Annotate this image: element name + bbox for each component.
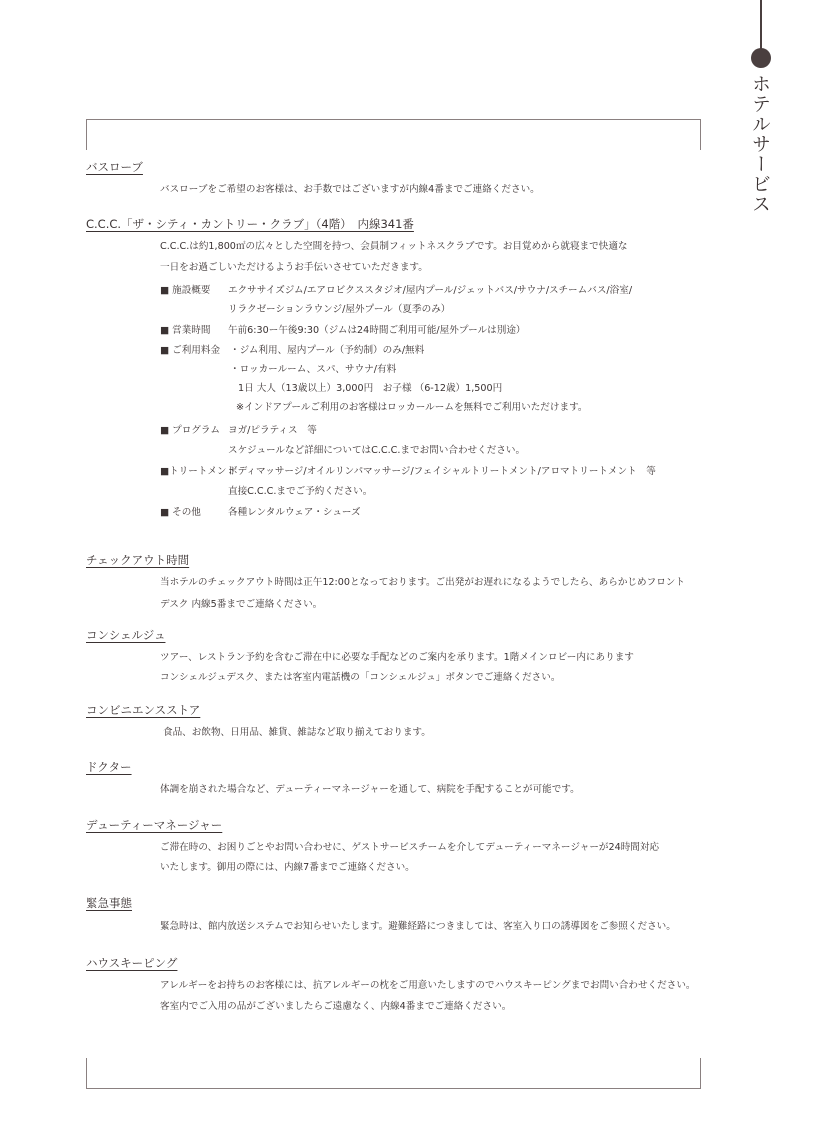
item-line: ヨガ/ピラティス 等 [228,425,317,436]
heading-convenience-store: コンビニエンスストア [86,703,201,717]
heading-duty-manager: デューティーマネージャー [86,818,223,832]
text-line: 食品、お飲物、日用品、雑貨、雑誌など取り揃えております。 [163,727,431,738]
text-line: ツアー、レストラン予約を含むご滞在中に必要な手配などのご案内を承ります。1階メインロビー内にあります [160,652,634,663]
text-line: バスローブをご希望のお客様は、お手数ではございますが内線4番までご連絡ください。 [160,184,540,195]
text-line: 緊急時は、館内放送システムでお知らせいたします。避難経路につきましては、客室入り口の誘導図をご参照ください。 [160,921,676,932]
text-line: 体調を崩された場合など、デューティーマネージャーを通して、病院を手配することが可能です。 [160,784,580,795]
text-line: 当ホテルのチェックアウト時間は正午12:00となっております。ご出発がお遅れになるようでしたら、あらかじめフロント [160,577,685,588]
item-label: ■ プログラム [160,425,220,436]
text-line: ご滞在時の、お困りごとやお問い合わせに、ゲストサービスチームを介してデューティーマネージャーが24時間対応 [160,842,660,853]
item-line: 午前6:30ー午後9:30（ジムは24時間ご利用可能/屋外プールは別途） [228,325,526,336]
item-label: ■ 施設概要 [160,285,211,296]
text-line: アレルギーをお持ちのお客様には、抗アレルギーの枕をご用意いたしますのでハウスキーピングまでお問い合わせください。 [160,980,696,991]
heading-checkout: チェックアウト時間 [86,553,190,567]
text-line: 客室内でご入用の品がございましたらご遠慮なく、内線4番までご連絡ください。 [160,1001,512,1012]
heading-doctor: ドクター [86,760,132,774]
heading-bathrobe: バスローブ [86,160,143,174]
item-line: ・ジム利用、屋内プール（予約制）のみ/無料 [230,345,425,356]
heading-ccc: C.C.C.「ザ・シティ・カントリー・クラブ」（4階） 内線341番 [86,217,414,231]
text-line: デスク 内線5番までご連絡ください。 [160,599,323,610]
item-line: ※インドアプールご利用のお客様はロッカールームを無料でご利用いただけます。 [236,402,588,413]
item-line: 1日 大人（13歳以上）3,000円 お子様 （6-12歳）1,500円 [238,383,503,394]
text-line: C.C.C.は約1,800㎡の広々とした空間を持つ、会員制フィットネスクラブです。お目覚めから就寝まで快適な [160,241,628,252]
text-line: コンシェルジュデスク、または客室内電話機の「コンシェルジュ」ボタンでご連絡ください。 [160,672,561,683]
item-line: 直接C.C.C.までご予約ください。 [228,486,373,497]
side-rule [760,0,762,50]
text-line: 一日をお過ごしいただけるようお手伝いさせていただきます。 [160,262,428,273]
frame-bottom-bracket [86,1058,701,1089]
item-line: 各種レンタルウェア・シューズ [228,507,361,518]
item-label: ■ その他 [160,507,201,518]
item-label: ■ ご利用料金 [160,345,221,356]
section-title: ホテルサービス [749,74,771,214]
heading-concierge: コンシェルジュ [86,628,166,642]
item-line: ・ロッカールーム、スパ、サウナ/有料 [230,364,397,375]
side-bullet [751,48,771,68]
item-label: ■ 営業時間 [160,325,211,336]
heading-housekeeping: ハウスキーピング [86,956,178,970]
frame-top-bracket [86,119,701,150]
item-line: ボディマッサージ/オイルリンパマッサージ/フェイシャルトリートメント/アロマトリートメント 等 [228,466,656,477]
text-line: いたします。御用の際には、内線7番までご連絡ください。 [160,862,415,873]
item-line: リラクゼーションラウンジ/屋外プール（夏季のみ） [228,304,451,315]
heading-emergency: 緊急事態 [86,896,132,910]
item-label: ■トリートメント [160,466,237,477]
item-line: スケジュールなど詳細についてはC.C.C.までお問い合わせください。 [228,445,526,456]
item-line: エクササイズジム/エアロビクススタジオ/屋内プール/ジェットバス/サウナ/スチームバス/浴室/ [228,285,633,296]
